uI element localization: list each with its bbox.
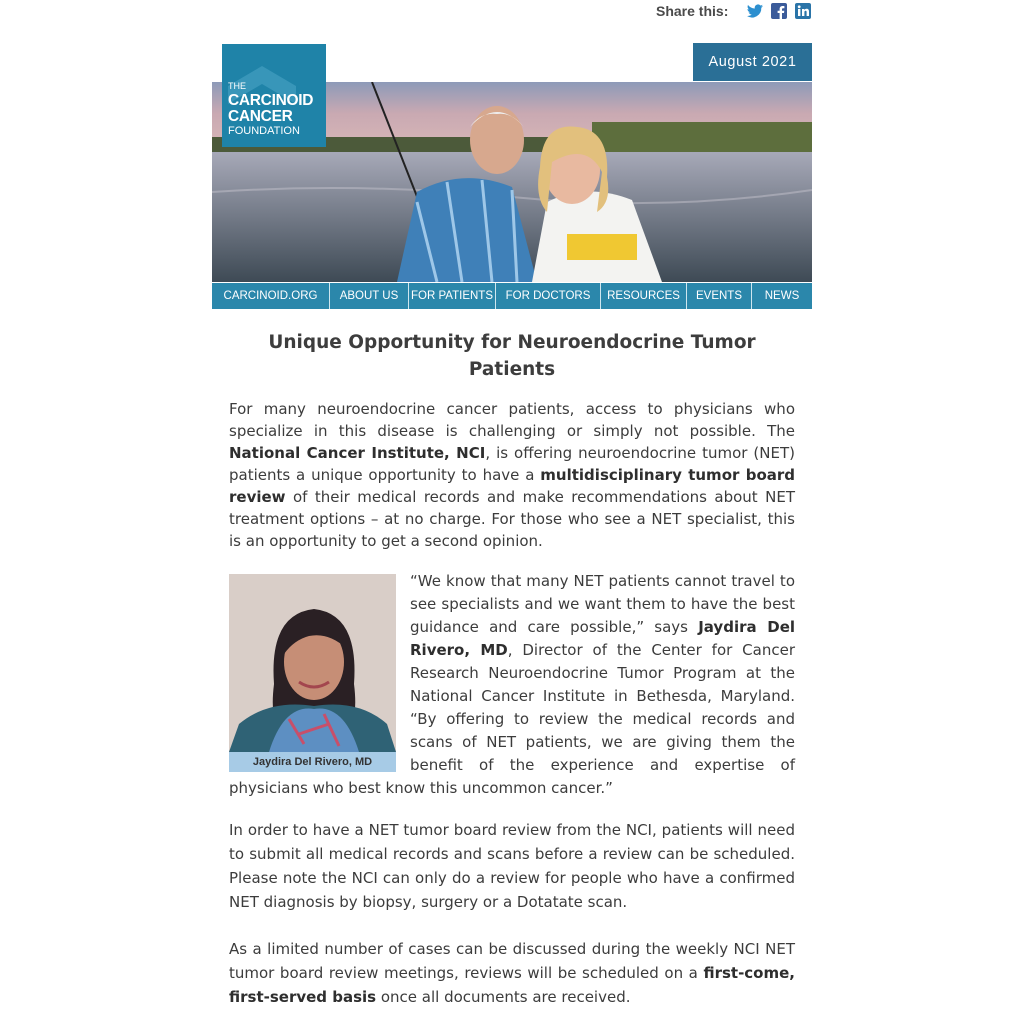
foundation-logo[interactable] [222, 44, 326, 147]
logo-line-2: CANCER [228, 108, 293, 125]
quote-text-1: “We know that many NET patients cannot travel to see specialists and we want them to have the best guidance and care possible,” says [410, 572, 795, 636]
nav-item-about-us[interactable]: ABOUT US [330, 283, 409, 309]
logo-line-3: FOUNDATION [228, 125, 300, 137]
linkedin-icon[interactable] [794, 2, 812, 20]
scheduling-bold: first-come, first-served basis [229, 964, 795, 1006]
main-nav [212, 283, 812, 309]
nav-item-events[interactable]: EVENTS [687, 283, 752, 309]
nav-item-for-patients[interactable]: FOR PATIENTS [409, 283, 496, 309]
twitter-icon[interactable] [746, 2, 764, 20]
doctor-portrait [229, 574, 396, 772]
intro-bold-review: multidisciplinary tumor board review [229, 466, 796, 506]
portrait-caption: Jaydira Del Rivero, MD [229, 752, 396, 772]
intro-paragraph [229, 398, 795, 552]
quote-text-2: , Director of the Center for Cancer Research Neuroendocrine Tumor Program at the National Cancer Institute in Bethesda, Maryland. “By offering to review the medical records and scans of NET patients, we are giving them the benefit of the experience and expertise of physicians who best know this uncommon cancer.” [229, 641, 795, 797]
intro-text-3: of their medical records and make recommendations about NET treatment options – at no charge. For those who see a NET specialist, this is an opportunity to get a second opinion. [229, 488, 795, 550]
article-title: Unique Opportunity for Neuroendocrine Tumor Patients [268, 332, 756, 380]
scheduling-text-2: once all documents are received. [376, 988, 631, 1006]
nav-item-news[interactable]: NEWS [764, 290, 800, 302]
nav-item-carcinoid-org[interactable]: CARCINOID.ORG [212, 283, 330, 309]
issue-date-badge: August 2021 [693, 43, 812, 81]
intro-text-2: , is offering neuroendocrine tumor (NET) patients a unique opportunity to have a [229, 444, 795, 484]
nav-item-for-doctors[interactable]: FOR DOCTORS [496, 283, 601, 309]
quote-paragraph [229, 570, 795, 800]
share-label: Share this: [656, 3, 729, 19]
intro-text-1: For many neuroendocrine cancer patients, access to physicians who specialize in this disease is challenging or simply not possible. The [229, 400, 795, 440]
nav-item-resources[interactable]: RESOURCES [601, 283, 687, 309]
requirements-paragraph: In order to have a NET tumor board review from the NCI, patients will need to submit all medical records and scans before a review can be scheduled. Please note the NCI can only do a review for people who have a confirmed NET diagnosis by biopsy, surgery or a Dotatate scan. [229, 821, 795, 911]
share-bar [656, 2, 812, 20]
scheduling-paragraph [229, 937, 795, 1009]
quote-bold-name: Jaydira Del Rivero, MD [410, 618, 796, 659]
facebook-icon[interactable] [770, 2, 788, 20]
intro-bold-nci: National Cancer Institute, NCI [229, 444, 486, 462]
scheduling-text-1: As a limited number of cases can be discussed during the weekly NCI NET tumor board review meetings, reviews will be scheduled on a [229, 940, 795, 982]
logo-the: THE [228, 81, 246, 91]
logo-line-1: CARCINOID [228, 92, 314, 109]
